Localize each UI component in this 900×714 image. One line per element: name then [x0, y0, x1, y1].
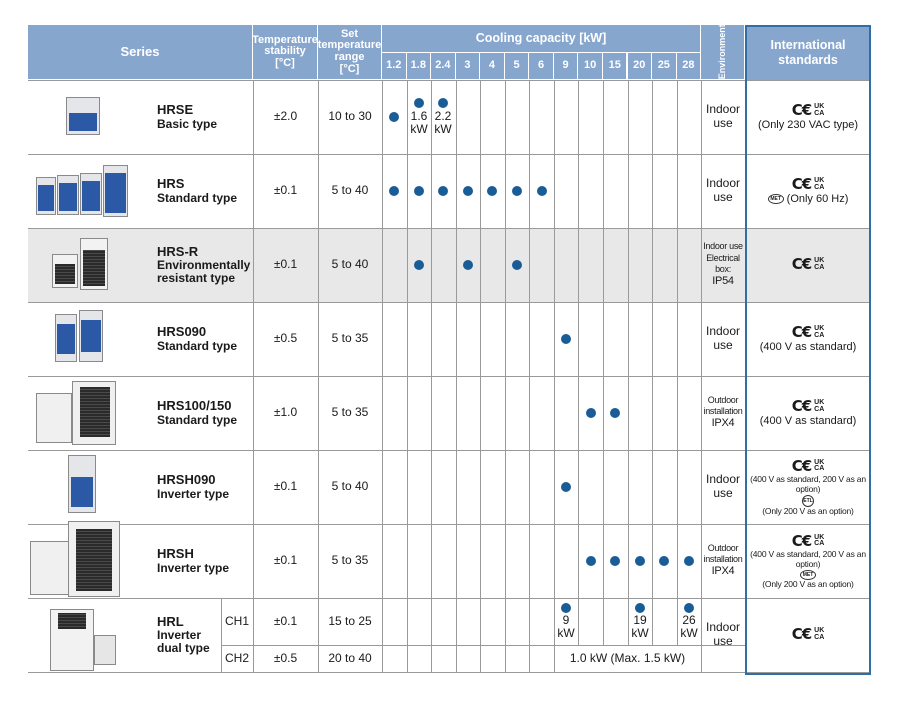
header-environment: Environment	[701, 25, 745, 80]
capacity-dot	[463, 260, 473, 270]
hrs090-stability: ±0.5	[273, 331, 298, 346]
ukca-mark-icon: UK CA	[814, 533, 825, 548]
ce-mark-icon: C€	[791, 397, 812, 416]
hrse-standards: C€ UK CA (Only 230 VAC type)	[757, 101, 859, 132]
hrs-standards: C€ UK CA MET (Only 60 Hz)	[745, 154, 871, 228]
header-capacity-20: 20	[628, 53, 653, 80]
header-capacity-1-8: 1.8	[407, 53, 432, 80]
hrs090-range: 5 to 35	[331, 331, 369, 346]
header-international-standards: International standards	[745, 25, 871, 80]
capacity-dot	[389, 186, 399, 196]
column-divider	[578, 80, 579, 645]
row-divider	[28, 672, 870, 673]
hrl-environment: Indoor use	[705, 620, 741, 648]
hrsh090-standards: C€ UK CA (400 V as standard, 200 V as an option) ETL (Only 200 V as an option)	[750, 456, 866, 516]
hrs-r-range: 5 to 40	[331, 257, 369, 272]
ukca-mark-icon: UK CA	[814, 627, 825, 641]
hrl-ch2-stability: ±0.5	[273, 650, 298, 665]
header-capacity-25: 25	[652, 53, 677, 80]
column-divider	[431, 645, 432, 672]
header-capacity-28: 28	[677, 53, 702, 80]
column-divider	[382, 80, 383, 672]
hrs-range: 5 to 40	[331, 183, 369, 198]
capacity-dot	[414, 260, 424, 270]
column-divider	[431, 80, 432, 645]
ukca-mark-icon: UK CA	[814, 325, 825, 339]
capacity-dot	[512, 186, 522, 196]
hrsh090-stability: ±0.1	[273, 479, 298, 494]
ukca-mark-icon: UK CA	[814, 177, 825, 191]
ukca-mark-icon: UK CA	[814, 103, 825, 117]
series-hrsh: HRSH Inverter type	[157, 546, 230, 575]
hrs100-150-product-image	[36, 379, 118, 447]
capacity-dot	[684, 556, 694, 566]
hrsh-environment: Outdoor installation IPX4	[703, 542, 743, 578]
hrsh-product-image	[30, 521, 122, 597]
ce-mark-icon: C€	[791, 531, 812, 550]
hrl-ch1-label: CH1	[224, 613, 249, 628]
capacity-dot	[414, 98, 424, 108]
hrl-product-image	[50, 605, 120, 671]
capacity-dot	[586, 556, 596, 566]
hrs-stability: ±0.1	[273, 183, 298, 198]
hrsh090-product-image	[68, 455, 96, 513]
ce-mark-icon: C€	[791, 255, 812, 274]
capacity-dot	[438, 98, 448, 108]
etl-mark-icon: ETL	[802, 495, 814, 507]
header-capacity-10: 10	[578, 53, 603, 80]
column-divider	[529, 645, 530, 672]
column-divider	[603, 80, 604, 645]
hrse-product-image	[66, 97, 100, 135]
hrl-ch2-label: CH2	[224, 650, 249, 665]
column-divider	[652, 80, 653, 645]
header-temp-stability: Temperature stability [°C]	[253, 25, 318, 80]
column-divider	[529, 80, 530, 645]
hrs-r-standards	[745, 228, 871, 302]
hrs-environment: Indoor use	[705, 176, 741, 204]
hrs-r-product-image	[52, 236, 110, 291]
capacity-dot	[561, 603, 571, 613]
hrl-standards	[745, 598, 871, 672]
capacity-dot	[561, 334, 571, 344]
hrl-9kw-label: 9 kW	[557, 613, 575, 641]
hrl-ch1-stability: ±0.1	[273, 613, 298, 628]
capacity-dot	[463, 186, 473, 196]
column-divider	[628, 80, 629, 645]
ukca-mark-icon: UK CA	[814, 399, 825, 413]
header-set-temp-range: Set temperature range [°C]	[318, 25, 382, 80]
capacity-dot	[537, 186, 547, 196]
hrs100-150-environment: Outdoor installation IPX4	[703, 394, 743, 430]
hrs090-standards: C€ UK CA (400 V as standard)	[759, 323, 857, 354]
header-series: Series	[28, 25, 253, 80]
hrsh-stability: ±0.1	[273, 553, 298, 568]
hrs-r-stability: ±0.1	[273, 257, 298, 272]
capacity-dot	[635, 603, 645, 613]
hrsh090-range: 5 to 40	[331, 479, 369, 494]
header-capacity-5: 5	[505, 53, 530, 80]
series-hrs-r: HRS-R Environmentally resistant type	[157, 243, 251, 286]
ce-mark-icon: C€	[791, 175, 812, 194]
header-capacity-3: 3	[456, 53, 481, 80]
column-divider	[407, 645, 408, 672]
column-divider	[554, 80, 555, 645]
hrse-2-2kw-label: 2.2 kW	[434, 109, 452, 137]
column-divider	[505, 645, 506, 672]
capacity-dot	[610, 556, 620, 566]
met-mark-icon: MET	[800, 570, 816, 580]
hrl-19kw-label: 19 kW	[631, 613, 649, 641]
series-hrl: HRL Inverter dual type	[157, 613, 210, 656]
capacity-dot	[635, 556, 645, 566]
hrse-environment: Indoor use	[705, 102, 741, 130]
hrs090-product-image	[55, 310, 105, 365]
series-hrse: HRSE Basic type	[157, 102, 218, 131]
series-hrsh090: HRSH090 Inverter type	[157, 472, 230, 501]
column-divider	[480, 80, 481, 645]
hrs100-150-range: 5 to 35	[331, 405, 369, 420]
ukca-mark-icon: UK CA	[814, 257, 825, 271]
hrse-stability: ±2.0	[273, 109, 298, 124]
hrl-26kw-label: 26 kW	[680, 613, 698, 641]
column-divider	[505, 80, 506, 645]
header-capacity-6: 6	[529, 53, 554, 80]
hrs100-150-standards: C€ UK CA (400 V as standard)	[759, 397, 857, 428]
hrsh090-environment: Indoor use	[705, 472, 741, 500]
hrse-range: 10 to 30	[328, 109, 372, 124]
ce-mark-icon: C€	[791, 101, 812, 120]
hrs-r-environment: Indoor use Electrical box: IP54	[703, 241, 743, 287]
capacity-dot	[561, 482, 571, 492]
capacity-dot	[414, 186, 424, 196]
hrse-1-6kw-label: 1.6 kW	[410, 109, 428, 137]
hrs-product-image	[36, 163, 128, 218]
column-divider	[677, 80, 678, 645]
capacity-dot	[586, 408, 596, 418]
column-divider	[407, 80, 408, 645]
series-hrs100-150: HRS100/150 Standard type	[157, 398, 238, 427]
header-capacity-2-4: 2.4	[431, 53, 456, 80]
header-capacity-4: 4	[480, 53, 505, 80]
capacity-dot	[487, 186, 497, 196]
hrl-ch2-range: 20 to 40	[328, 650, 372, 665]
capacity-dot	[610, 408, 620, 418]
column-divider	[480, 645, 481, 672]
capacity-dot	[512, 260, 522, 270]
capacity-dot	[438, 186, 448, 196]
capacity-dot	[659, 556, 669, 566]
hrsh-standards: C€ UK CA (400 V as standard, 200 V as an option) MET (Only 200 V as an option)	[750, 531, 866, 589]
capacity-dot	[684, 603, 694, 613]
header-capacity-9: 9	[554, 53, 579, 80]
column-divider	[456, 645, 457, 672]
ce-mark-icon: C€	[791, 625, 812, 644]
hrl-ch1-range: 15 to 25	[328, 613, 372, 628]
series-hrs090: HRS090 Standard type	[157, 324, 238, 353]
capacity-dot	[389, 112, 399, 122]
met-mark-icon: MET	[768, 194, 784, 204]
hrsh-range: 5 to 35	[331, 553, 369, 568]
ce-mark-icon: C€	[791, 323, 812, 342]
column-divider	[456, 80, 457, 645]
hrl-ch2-capacity: 1.0 kW (Max. 1.5 kW)	[569, 650, 686, 665]
ukca-mark-icon: UK CA	[814, 458, 825, 473]
header-cooling-capacity: Cooling capacity [kW]	[382, 25, 701, 53]
series-hrs: HRS Standard type	[157, 176, 238, 205]
header-capacity-15: 15	[603, 53, 628, 80]
hrs090-environment: Indoor use	[705, 324, 741, 352]
header-capacity-1-2: 1.2	[382, 53, 407, 80]
ce-mark-icon: C€	[791, 456, 812, 475]
hrs100-150-stability: ±1.0	[273, 405, 298, 420]
